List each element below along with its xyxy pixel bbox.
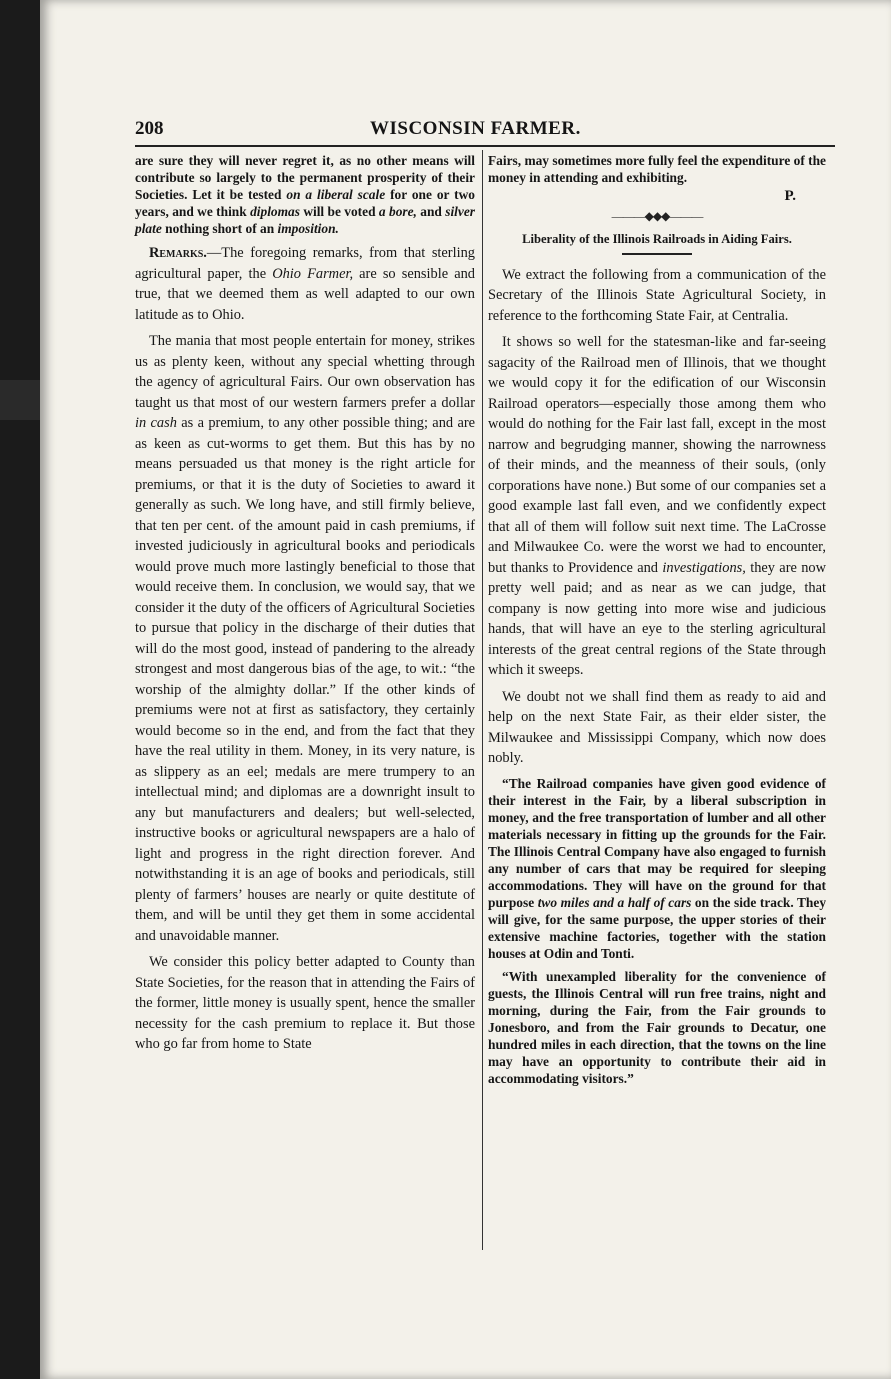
- page-header: [135, 118, 835, 142]
- article-title: Liberality of the Illinois Railroads in Aiding Fairs.: [522, 232, 792, 246]
- paragraph-fairs: Fairs, may sometimes more fully feel the expenditure of the money in attending and exhibiting.: [488, 153, 826, 185]
- paragraph-continued: are sure they will never regret it, as no other means will contribute so largely to the permanent prosperity of their Societies. Let it be tested on a liberal scale for one or two years, and we think diplomas will be voted a bore, and silver plate nothing short of an imposition.: [135, 153, 475, 236]
- header-rule: [135, 145, 835, 147]
- binding-shadow: [0, 380, 40, 420]
- signature: P.: [784, 188, 796, 204]
- paragraph-extract: We extract the following from a communication of the Secretary of the Illinois State Agricultural Society, in reference to the forthcoming State Fair, at Centralia.: [488, 266, 826, 324]
- column-divider: [482, 150, 483, 1250]
- paragraph-mania: The mania that most people entertain for money, strikes us as plenty keen, without any special whetting through the agency of agricultural Fairs. Our own observation has taught us that most of our western farmers prefer a dollar in cash as a premium, to any other possible thing; and are as keen as cut-worms to get them. But this has by no means persuaded us that money is the right article for premiums, or that it is the duty of Societies to award it generally as such. We long have, and still firmly believe, that ten per cent. of the amount paid in cash premiums, if invested judiciously in agricultural books and periodicals would prove much more lastingly beneficial to those that would receive them. In conclusion, we would say, that we consider it the duty of the officers of Agricultural Societies to pursue that policy in the discharge of their duties that will do the most good, instead of pandering to the already strongest and most dangerous bias of the age, to wit.: “the worship of the almighty dollar.” If the other kinds of premiums were not at first as satisfactory, they certainly would become so in the end, and from the fact that they have the real utility in them. Money, in its very nature, is as slippery as an eel; medals are mere trumpery to an intellectual mind; and diplomas are a downright insult to any but manufacturers and dealers; but well-selected, instructive books or agricultural newspapers are a halo of light and progress in the right direction forever. And notwithstanding it is an age of books and periodicals, still plenty of farmers’ houses are nearly or quite destitute of them, and will be until they get them in some accidental and unavoidable manner.: [135, 333, 476, 944]
- paragraph-quote-trains: “With unexampled liberality for the convenience of guests, the Illinois Central will run free trains, night and morning, during the Fair, from the Fair grounds to Jonesboro, and from the Fair grounds to Decatur, one hundred miles in each direction, that the towns on the line may have an opportunity to contribute their aid in accommodating visitors.”: [488, 968, 826, 1086]
- paragraph-quote-railroad: “The Railroad companies have given good evidence of their interest in the Fair, by a liberal subscription in money, and the free transportation of lumber and all other materials necessary in fitting up the grounds for the Fair. The Illinois Central Company have also engaged to furnish any number of cars that may be required for sleeping accommodations. They will have on the ground for that purpose two miles and a half of cars on the side track. They will give, for the same purpose, the upper stories of their extensive machine factories, together with the station houses at Odin and Tonti.: [488, 775, 827, 961]
- right-column: [488, 152, 826, 1093]
- paragraph-statesman: It shows so well for the statesman-like and far-seeing sagacity of the Railroad men of Illinois, that we thought we would copy it for the edification of our Wisconsin Railroad operators—especially those among them who would do nothing for the Fair last fall, except in the most narrow and begrudging manner, showing the narrowness of their minds, and the meanness of their souls, (only corporations have none.) But some of our companies set a good example last fall even, and we confidently expect that all of them will follow suit next time. The LaCrosse and Milwaukee Co. were the worst we had to encounter, but thanks to Providence and investigations, they are now pretty well paid; and as near as we can judge, that company is now getting into more wise and judicious hands, that will have an eye to the sterling agricultural interests of the great central regions of the State through which it sweeps.: [488, 334, 826, 678]
- title-rule: [622, 253, 692, 255]
- section-ornament: ———◆◆◆———: [611, 209, 703, 223]
- signature-row: [488, 188, 826, 205]
- page-number: 208: [135, 118, 164, 139]
- paragraph-doubt: We doubt not we shall find them as ready to aid and help on the next State Fair, as their elder sister, the Milwaukee and Mississippi Company, which now does nobly.: [488, 688, 826, 766]
- paragraph-remarks: Remarks.—The foregoing remarks, from that sterling agricultural paper, the Ohio Farmer, are so sensible and true, that we deemed them as well adapted to our own latitude as to Ohio.: [135, 245, 475, 323]
- running-head: WISCONSIN FARMER.: [370, 118, 581, 139]
- paragraph-policy: We consider this policy better adapted to County than State Societies, for the reason that in attending the Fairs of the former, little money is usually spent, hence the smaller necessity for the cash premium to replace it. But those who go far from home to State: [135, 954, 475, 1052]
- remarks-lead: Remarks.: [149, 245, 207, 261]
- left-column: [135, 152, 475, 1061]
